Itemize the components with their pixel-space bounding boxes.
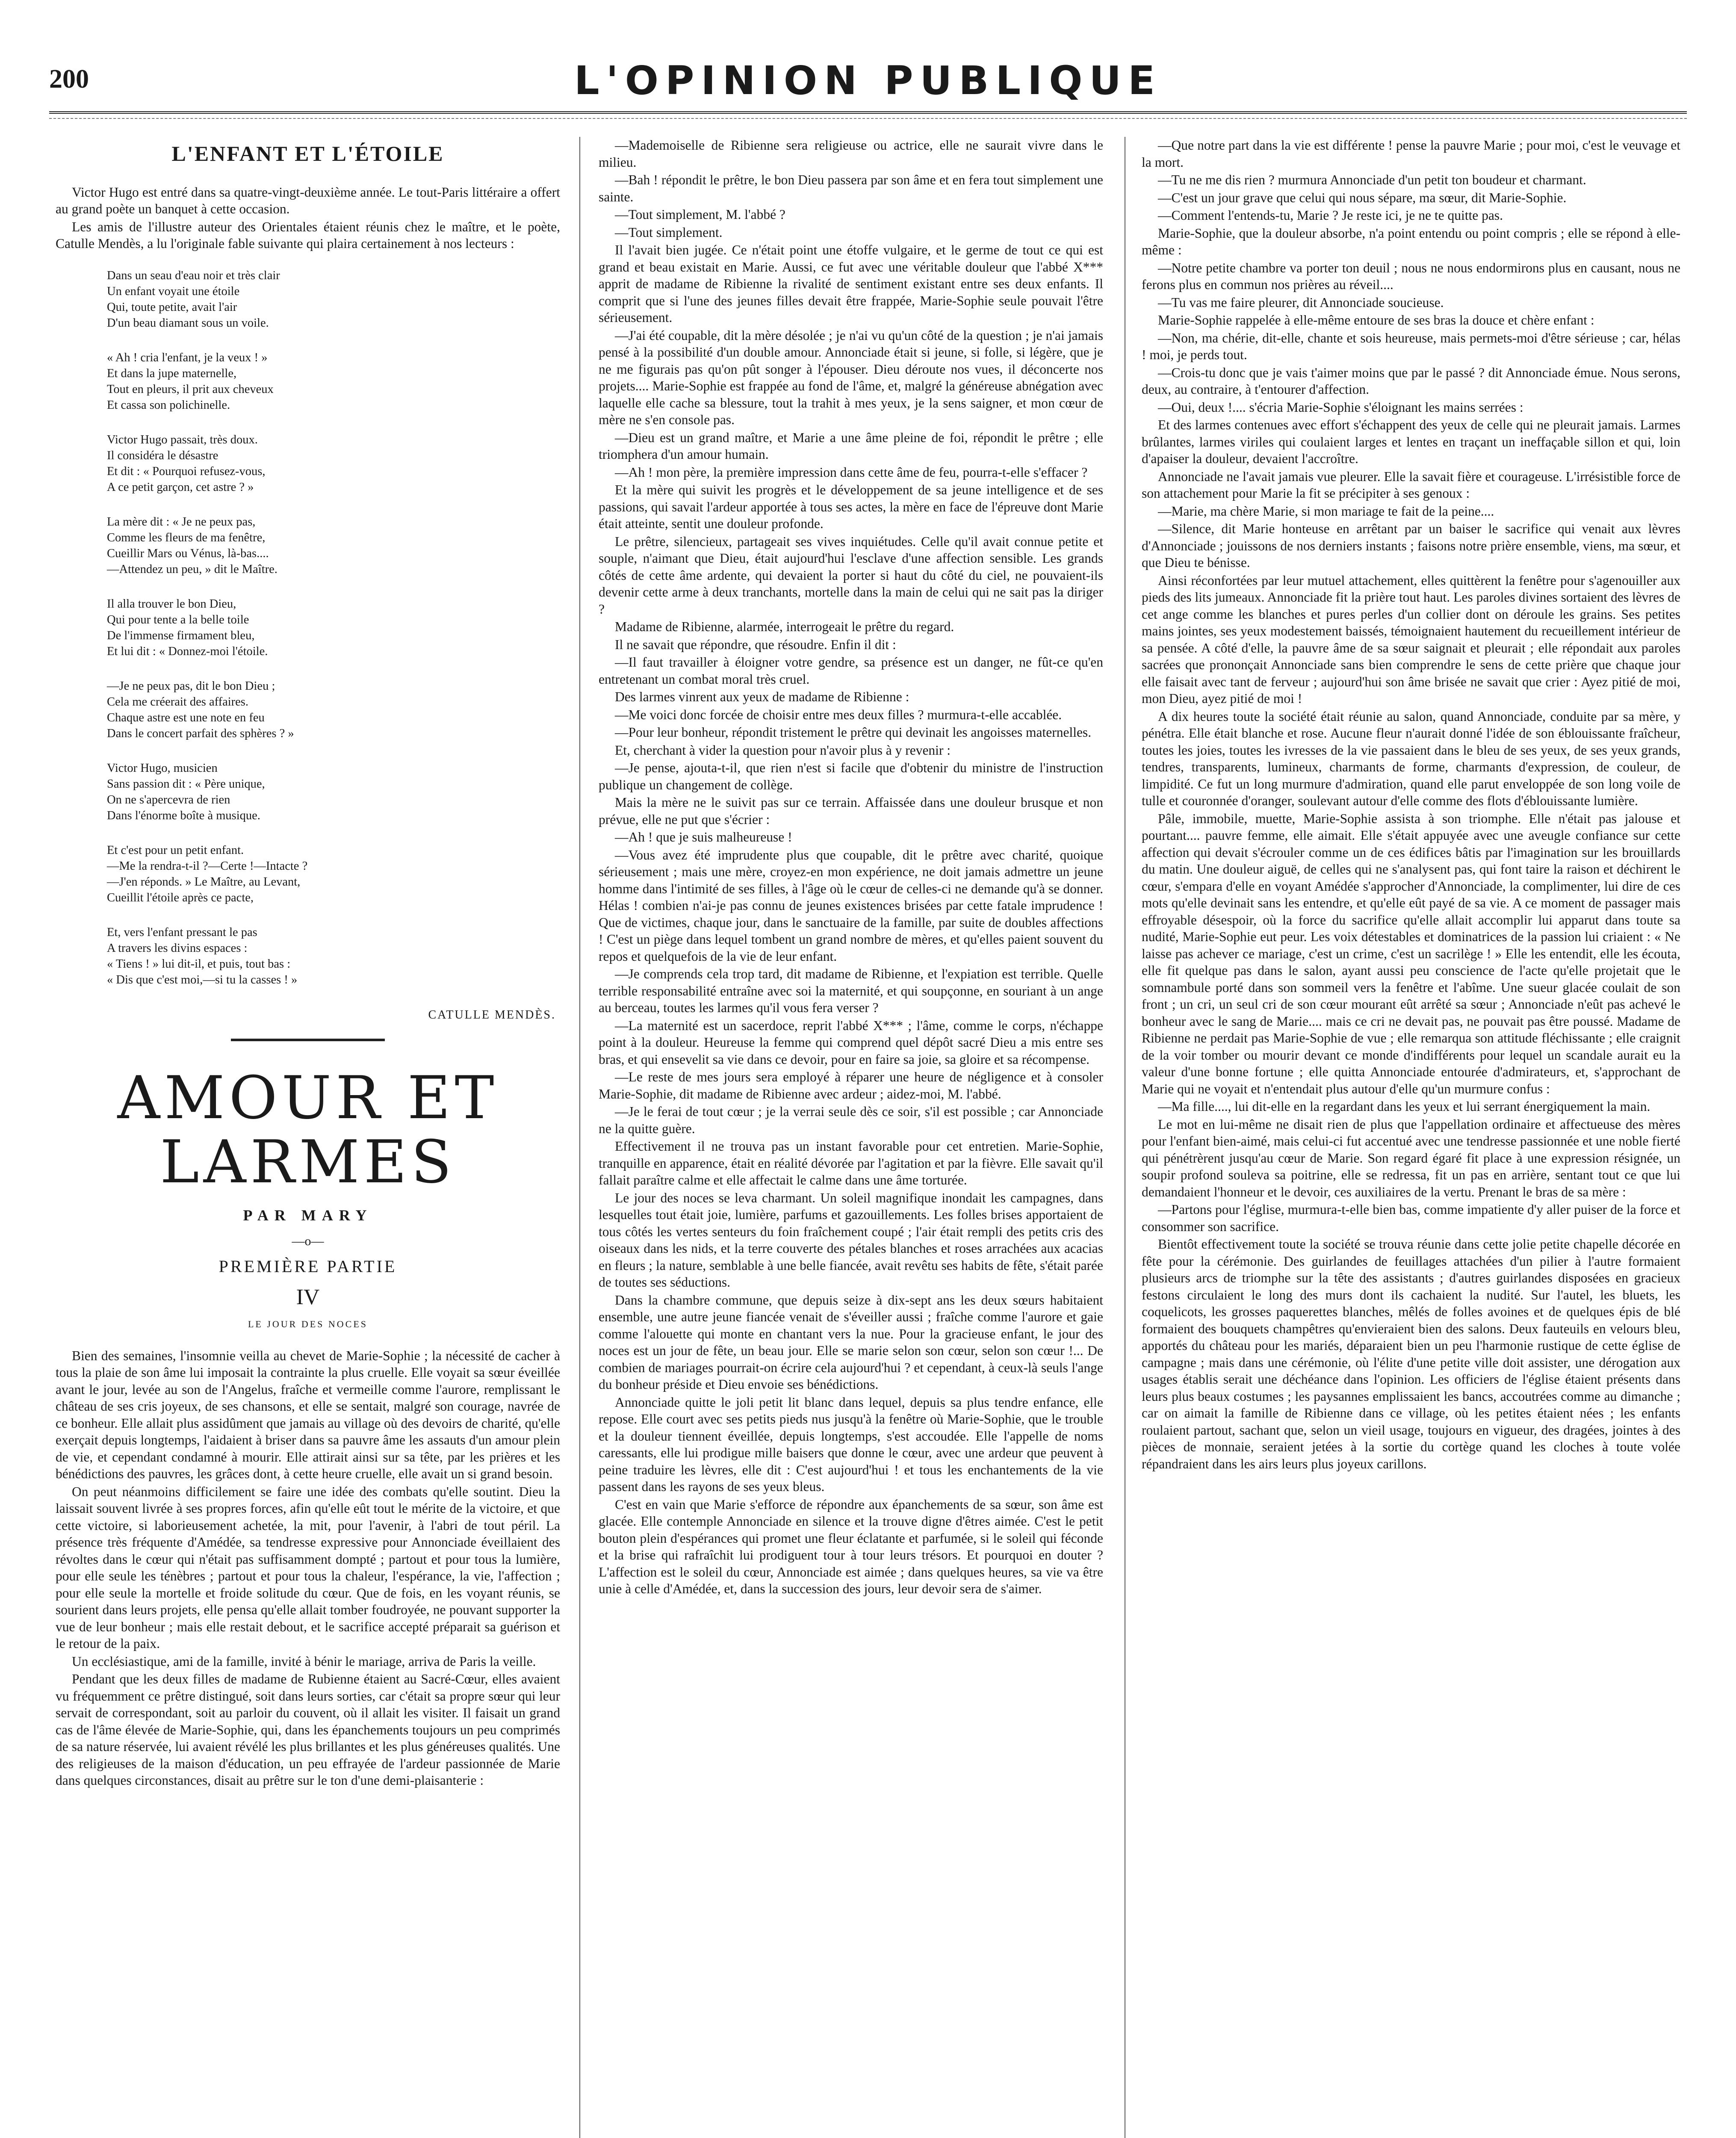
paragraph: —Je pense, ajouta-t-il, que rien n'est si facile que d'obtenir du ministre de l'instruction publique un changement de collège. bbox=[599, 760, 1103, 792]
poem-line: Chaque astre est une note en feu bbox=[107, 711, 265, 724]
paragraph: Annonciade quitte le joli petit lit blanc dans lequel, depuis sa plus tendre enfance, elle repose. Elle court avec ses petits pieds nus jusqu'à la fenêtre où Marie-Sophie, que le trouble et la douleur tiennent éveillée, depuis longtemps, s'est accoudée. Elle l'appelle de noms caressants, elle lui prodigue mille baisers que donne le cœur, avec une ardeur que peuvent à peine traduire les lèvres, elle dit : C'est aujourd'hui ! et tous les enchantements de la vie passent dans les rayons de ses yeux bleus. bbox=[599, 1394, 1103, 1494]
poem bbox=[107, 268, 560, 988]
section-separator bbox=[231, 1039, 385, 1041]
paragraph: —J'ai été coupable, dit la mère désolée ; je n'ai vu qu'un côté de la question ; je n'ai jamais pensé à la possibilité d'un double amour. Annonciade était si jeune, si folle, si légère, que je ne me figurais pas qu'on pût songer à l'épouser. Dieu déroute nos vues, il déconcerte nos projets.... Marie-Sophie est frappée au fond de l'âme, et, malgré la généreuse abnégation avec laquelle elle cache sa blessure, tout la trahit à mes yeux, je la sens saigner, et mon cœur de mère ne s'en console pas. bbox=[599, 328, 1103, 427]
paragraph: —Dieu est un grand maître, et Marie a une âme pleine de foi, répondit le prêtre ; elle triomphera d'un amour humain. bbox=[599, 430, 1103, 462]
paragraph: —Crois-tu donc que je vais t'aimer moins que par le passé ? dit Annonciade émue. Nous serons, deux, au contraire, à t'entourer d'affection. bbox=[1142, 365, 1680, 397]
paragraph: Pâle, immobile, muette, Marie-Sophie assista à son triomphe. Elle n'était pas jalouse et pourtant.... pauvre femme, elle aimait. Elle s'était appuyée avec une aveugle confiance sur cette affection qui devait s'écrouler comme un de ces édifices bâtis par l'imagination sur les brouillards du matin. Une douleur aiguë, de celles qui ne s'analysent pas, qui font taire la raison et déchirent le cœur, s'empara d'elle en voyant Amédée s'approcher d'Annonciade, la complimenter, lui dire de ces mots qu'elle devinait sans les entendre, et qu'elle eût payé de sa vie. A ce moment de passager mais effroyable désespoir, où la force du sacrifice qu'elle allait accomplir lui apparut dans toute sa nudité, Marie-Sophie eut peur. Les voix détestables et dominatrices de la passion lui criaient : « Ne laisse pas achever ce mariage, c'est un crime, c'est un sacrilège ! » Elle les entendit, elle les écouta, elle fit quelque pas dans le salon, ayant aussi peu conscience de l'acte qu'elle projetait que le somnambule porté dans son sommeil vers la fenêtre et l'abîme. Une sueur glacée coulait de son front ; un cri, un seul cri de son cœur mourant eût arrêté sa sœur ; Annonciade n'eût pas achevé le bonheur avec le sang de Marie.... mais ce cri ne devait pas, ne pouvait pas être poussé. Madame de Ribienne ne perdait pas Marie-Sophie de vue ; elle remarqua son attitude fléchissante ; elle craignit de la voir tomber ou mourir devant ce monde d'indifférents pour lequel un scandale aurait eu la valeur d'une bonne fortune ; elle quitta Annonciade entourée d'admirateurs, et, s'approchant de Marie qui ne voyait et n'entendait plus autour d'elle qu'un murmure confus : bbox=[1142, 811, 1680, 1096]
paragraph: —Silence, dit Marie honteuse en arrêtant par un baiser le sacrifice qui venait aux lèvres d'Annonciade ; jouissons de nos derniers instants ; faisons notre prière ensemble, viens, ma sœur, et que Dieu te bénisse. bbox=[1142, 521, 1680, 570]
paragraph: A dix heures toute la société était réunie au salon, quand Annonciade, conduite par sa mère, y pénétra. Elle était blanche et rose. Aucune fleur n'aurait donné l'idée de son éblouissante fraîcheur, toutes les joies, toutes les ivresses de la vie passaient dans le bleu de ses yeux, de ses yeux grands, tendres, transparents, lumineux, charmants de forme, charmants d'expression, de couleur, de limpidité. Ce fut un long murmure d'admiration, quand elle parut enveloppée de son long voile de tulle et couronnée d'oranger, soulevant autour d'elle comme des flots d'éblouissante lumière. bbox=[1142, 709, 1680, 808]
paragraph: —Je comprends cela trop tard, dit madame de Ribienne, et l'expiation est terrible. Quelle terrible responsabilité entraîne avec soi la maternité, et qui soupçonne, en souriant à un ange au berceau, toutes les larmes qu'il vous fera verser ? bbox=[599, 966, 1103, 1015]
paragraph: Et la mère qui suivit les progrès et le développement de sa jeune intelligence et de ses passions, qui savait l'ardeur apportée à tous ses actes, la mère en face de l'épreuve dont Marie était atteinte, sentit une douleur profonde. bbox=[599, 482, 1103, 531]
column-1 bbox=[56, 137, 560, 1790]
paragraph: Bientôt effectivement toute la société se trouva réunie dans cette jolie petite chapelle décorée en fête pour la cérémonie. Des guirlandes de feuillages attachées d'un pilier à l'autre formaient plusieurs arcs de triomphe sur la tête des assistants ; d'autres guirlandes disposées en gracieux festons circulaient le long des murs dont ils cachaient la nudité. Sur l'autel, les bluets, les coquelicots, les grosses paquerettes blanches, mêlés de folles avoines et de quelques épis de blé formaient des bouquets champêtres qu'envieraient bien des salons. Deux fauteuils en velours bleu, apportés du château pour les mariés, déparaient bien un peu l'harmonie rustique de cette église de campagne ; mais dans une cérémonie, où l'élite d'une petite ville doit assister, une dérogation aux usages établis serait une déchéance dans l'opinion. Les officiers de l'église étaient présents dans leurs plus beaux costumes ; les paysannes emplissaient les bancs, accoutrées comme au dimanche ; car on aimait la famille de Ribienne dans ce village, où les petites étaient nées ; les enfants roulaient partout, sachant que, selon un vieil usage, toujours en vigueur, des dragées, jointes à des pièces de monnaie, seraient jetées à la sortie du cortège quand les cloches à toute volée répandraient dans les airs leurs plus joyeux carillons. bbox=[1142, 1237, 1680, 1471]
paragraph: Et des larmes contenues avec effort s'échappent des yeux de celle qui ne pleurait jamais. Larmes brûlantes, larmes viriles qui coulaient larges et lentes en traçant un ineffaçable sillon et qui, loin d'apaiser la douleur, devaient l'accroître. bbox=[1142, 417, 1680, 466]
poem-line: Cela me créerait des affaires. bbox=[107, 695, 248, 709]
poem-line: Dans l'énorme boîte à musique. bbox=[107, 809, 260, 822]
poem-line: Et dit : « Pourquoi refusez-vous, bbox=[107, 464, 266, 478]
poem-signature: CATULLE MENDÈS. bbox=[428, 1008, 556, 1022]
poem-line: « Dis que c'est moi,—si tu la casses ! » bbox=[107, 973, 298, 986]
paragraph: Le prêtre, silencieux, partageait ses vives inquiétudes. Celle qu'il avait connue petite et souple, n'aimant que Dieu, était aujourd'hui l'esclave d'une affection sensible. Les grands côtés de cette âme ardente, qui devaient la porter si haut du côté du ciel, ne pouvaient-ils devenir cette arme à deux tranchants, mortelle dans la main de celui qui ne sait pas la diriger ? bbox=[599, 534, 1103, 617]
poem-line: A ce petit garçon, cet astre ? » bbox=[107, 480, 254, 494]
paragraph: —Tu ne me dis rien ? murmura Annonciade d'un petit ton boudeur et charmant. bbox=[1158, 172, 1586, 187]
paragraph: —Mademoiselle de Ribienne sera religieuse ou actrice, elle ne saurait vivre dans le milieu. bbox=[599, 138, 1103, 170]
poem-line: A travers les divins espaces : bbox=[107, 941, 248, 955]
poem-stanza bbox=[107, 350, 560, 413]
poem-line: Et dans la jupe maternelle, bbox=[107, 366, 237, 380]
poem-line: La mère dit : « Je ne peux pas, bbox=[107, 515, 256, 529]
poem-stanza bbox=[107, 514, 560, 577]
poem-line: Victor Hugo passait, très doux. bbox=[107, 433, 258, 446]
poem-line: Cueillir Mars ou Vénus, là-bas.... bbox=[107, 546, 269, 560]
poem-line: —Je ne peux pas, dit le bon Dieu ; bbox=[107, 679, 275, 693]
poem-line: Et cassa son polichinelle. bbox=[107, 398, 230, 412]
column-divider bbox=[579, 137, 580, 2138]
serial-title: AMOUR ET LARMES bbox=[117, 1063, 499, 1196]
intro-paragraph: Victor Hugo est entré dans sa quatre-vingt-deuxième année. Le tout-Paris littéraire a offert au grand poète un banquet à cette occasion. bbox=[56, 184, 560, 216]
paragraph: Le mot en lui-même ne disait rien de plus que l'appellation ordinaire et affectueuse des mères pour l'enfant bien-aimé, mais celui-ci fut accentué avec une tendresse passionnée et une noble fierté qui pénétrèrent jusqu'au cœur de Marie. Son regard égaré fit place à une expression résignée, un soupir profond souleva sa poitrine, elle se redressa, fit un pas en arrière, sentant tout ce que lui demandaient l'honneur et le devoir, ces auxiliaires de la vertu. Prenant le bras de sa mère : bbox=[1142, 1116, 1680, 1199]
paragraph: —Ah ! mon père, la première impression dans cette âme de feu, pourra-t-elle s'effacer ? bbox=[615, 464, 1088, 480]
paragraph: —Je le ferai de tout cœur ; je la verrai seule dès ce soir, s'il est possible ; car Annonciade ne la quitte guère. bbox=[599, 1104, 1103, 1136]
paragraph: —Notre petite chambre va porter ton deuil ; nous ne nous endormirons plus en causant, nous ne ferons plus en commun nos prières au réveil.... bbox=[1142, 260, 1680, 292]
article-title: L'ENFANT ET L'ÉTOILE bbox=[171, 142, 444, 165]
poem-stanza bbox=[107, 924, 560, 988]
paragraph: Bien des semaines, l'insomnie veilla au chevet de Marie-Sophie ; la nécessité de cacher à tous la plaie de son âme lui imposait la contrainte la plus cruelle. Elle voyait sa sœur éveillée avant le jour, levée au son de l'Angelus, fraîche et vermeille comme l'aurore, remplissant le château de ses cris joyeux, de ses chansons, et elle se sentait, malgré son courage, navrée de ce bonheur. Elle allait plus assidûment que jamais au village où des devoirs de charité, qu'elle exerçait depuis longtemps, l'aidaient à briser dans sa pauvre âme les assauts d'un amour plein de vie, et cependant condamné à mourir. Elle attirait ainsi sur sa tête, par les prières et les bénédictions des pauvres, les grâces dont, à cette heure cruelle, elle avait un si grand besoin. bbox=[56, 1348, 560, 1481]
paragraph: Pendant que les deux filles de madame de Rubienne étaient au Sacré-Cœur, elles avaient vu fréquemment ce prêtre distingué, soit dans leurs sorties, car c'était sa propre sœur qui leur servait de correspondant, soit au parloir du couvent, où il allait les visiter. Il faisait un grand cas de l'âme élevée de Marie-Sophie, qui, dans les épanchements toujours un peu comprimés de sa nature réservée, lui avaient révélé les plus brillantes et les plus généreuses qualités. Une des religieuses de la maison d'éducation, un peu effrayée de l'ardeur passionnée de Marie dans quelques circonstances, disait au prêtre sur le ton d'une demi-plaisanterie : bbox=[56, 1671, 560, 1788]
paragraph: On peut néanmoins difficilement se faire une idée des combats qu'elle soutint. Dieu la laissait souvent livrée à ses propres forces, afin qu'elle eût tout le mérite de la victoire, et que cette victoire, si laborieusement achetée, la mit, pour l'avenir, à l'abri de tout péril. La présence très fréquente d'Amédée, sa tendresse expressive pour Annonciade éveillaient des révoltes dans le cœur qui n'était pas suffisamment dompté ; partout et pour tous la lumière, pour elle seule les ténèbres ; partout et pour tous la chaleur, l'espérance, la vie, l'affection ; pour elle seule la mortelle et froide solitude du cœur. Que de fois, en les voyant réunis, se sourient dans leurs projets, elle pensa qu'elle allait tomber foudroyée, ne pouvant supporter la vue de leur bonheur ; mais elle restait debout, et le sacrifice accepté préparait sa guérison et le retour de la paix. bbox=[56, 1484, 560, 1651]
column-1-body bbox=[56, 1347, 560, 1789]
poem-line: Tout en pleurs, il prit aux cheveux bbox=[107, 382, 274, 396]
poem-stanza bbox=[107, 432, 560, 495]
poem-line: —Me la rendra-t-il ?—Certe !—Intacte ? bbox=[107, 859, 308, 873]
paragraph: —Ah ! que je suis malheureuse ! bbox=[615, 830, 792, 845]
poem-line: Et lui dit : « Donnez-moi l'étoile. bbox=[107, 644, 268, 658]
paragraph: —Bah ! répondit le prêtre, le bon Dieu passera par son âme et en fera tout simplement une sainte. bbox=[599, 172, 1103, 204]
paragraph: —Me voici donc forcée de choisir entre mes deux filles ? murmura-t-elle accablée. bbox=[615, 707, 1062, 722]
header-rule-dashed bbox=[49, 118, 1687, 119]
poem-stanza bbox=[107, 268, 560, 331]
poem-line: Et c'est pour un petit enfant. bbox=[107, 843, 244, 857]
poem-line: D'un beau diamant sous un voile. bbox=[107, 316, 269, 330]
paragraph: —Partons pour l'église, murmura-t-elle bien bas, comme impatiente d'y aller puiser de la force et consommer son sacrifice. bbox=[1142, 1202, 1680, 1234]
poem-stanza bbox=[107, 596, 560, 659]
poem-line: Qui, toute petite, avait l'air bbox=[107, 300, 237, 314]
paragraph: —Marie, ma chère Marie, si mon mariage te fait de la peine.... bbox=[1158, 503, 1494, 519]
paragraph: Annonciade ne l'avait jamais vue pleurer. Elle la savait fière et courageuse. L'irrésistible force de son attachement pour Marie la fit se précipiter à ses genoux : bbox=[1142, 469, 1680, 501]
paragraph: Et, cherchant à vider la question pour n'avoir plus à y revenir : bbox=[615, 742, 951, 758]
poem-line: Il alla trouver le bon Dieu, bbox=[107, 597, 236, 611]
intro-paragraph: Les amis de l'illustre auteur des Orientales étaient réunis chez le maître, et le poète, Catulle Mendès, a lu l'originale fable suivante qui plaira certainement à nos lecteurs : bbox=[56, 219, 560, 251]
poem-line: Dans le concert parfait des sphères ? » bbox=[107, 726, 294, 740]
poem-line: Qui pour tente a la belle toile bbox=[107, 613, 249, 626]
poem-line: On ne s'apercevra de rien bbox=[107, 793, 230, 806]
paragraph: —Non, ma chérie, dit-elle, chante et sois heureuse, mais permets-moi d'être sérieuse ; car, hélas ! moi, je perds tout. bbox=[1142, 330, 1680, 362]
chapter-number: IV bbox=[296, 1285, 320, 1309]
poem-line: —J'en réponds. » Le Maître, au Levant, bbox=[107, 875, 301, 889]
paragraph: Un ecclésiastique, ami de la famille, invité à bénir le mariage, arriva de Paris la veille. bbox=[72, 1654, 536, 1669]
paragraph: Il ne savait que répondre, que résoudre. Enfin il dit : bbox=[615, 637, 896, 652]
paragraph: Marie-Sophie, que la douleur absorbe, n'a point entendu ou point compris ; elle se répond à elle-même : bbox=[1142, 225, 1680, 257]
serial-byline: PAR MARY bbox=[243, 1207, 373, 1224]
paragraph: —Tout simplement, M. l'abbé ? bbox=[615, 207, 785, 222]
paragraph: —Comment l'entends-tu, Marie ? Je reste ici, je ne te quitte pas. bbox=[1158, 208, 1503, 223]
poem-line: Un enfant voyait une étoile bbox=[107, 284, 240, 298]
column-2 bbox=[599, 137, 1103, 1598]
paragraph: —Tout simplement. bbox=[615, 224, 723, 240]
paragraph: Des larmes vinrent aux yeux de madame de Ribienne : bbox=[615, 689, 909, 704]
poem-line: « Tiens ! » lui dit-il, et puis, tout bas : bbox=[107, 957, 291, 971]
paragraph: —Le reste de mes jours sera employé à réparer une heure de négligence et à consoler Marie-Sophie, dit madame de Ribienne avec ardeur ; aidez-moi, M. l'abbé. bbox=[599, 1069, 1103, 1101]
paragraph: Dans la chambre commune, que depuis seize à dix-sept ans les deux sœurs habitaient ensemble, une autre jeune fiancée venait de s'éveiller aussi ; fraîche comme l'aurore et gaie comme l'alouette qui monte en chantant vers la nue. Pour la gracieuse enfant, le jour des noces est un jour de fête, un beau jour. Elle se marie selon son cœur, selon son cœur !... De combien de mariages pourrait-on écrire cela aujourd'hui ? et cependant, à ceux-là seuls l'ange du bonheur préside et Dieu envoie ses bénédictions. bbox=[599, 1292, 1103, 1392]
paragraph: C'est en vain que Marie s'efforce de répondre aux épanchements de sa sœur, son âme est glacée. Elle contemple Annonciade en silence et la trouve digne d'êtres aimée. C'est le petit bouton plein d'espérances qui promet une fleur éclatante et parfumée, si le soleil qui féconde et la brise qui rafraîchit lui prodiguent tour à tour leurs trésors. Et pourquoi en douter ? L'affection est le soleil du cœur, Annonciade est aimée ; dans quelques heures, sa vie va être unie à celle d'Amédée, et, dans la succession des jours, leur devoir sera de s'aimer. bbox=[599, 1497, 1103, 1596]
paragraph: —Tu vas me faire pleurer, dit Annonciade soucieuse. bbox=[1158, 295, 1444, 310]
paragraph: Il l'avait bien jugée. Ce n'était point une étoffe vulgaire, et le germe de tout ce qui est grand et beau existait en Marie. Aussi, ce fut avec une véritable douleur que l'abbé X*** apprit de madame de Ribienne la rivalité de sentiment existant entre ses deux enfants. Il comprit que si l'une des jeunes filles devait être frappée, Marie-Sophie seule pouvait l'être sérieusement. bbox=[599, 242, 1103, 325]
poem-stanza bbox=[107, 842, 560, 906]
paragraph: —Ma fille...., lui dit-elle en la regardant dans les yeux et lui serrant énergiquement la main. bbox=[1158, 1099, 1650, 1114]
paragraph: —La maternité est un sacerdoce, reprit l'abbé X*** ; l'âme, comme le corps, n'échappe point à la douleur. Heureuse la femme qui comprend quel dépôt sacré Dieu a mis entre ses bras, et qui ensevelit sa vie dans ce devoir, pour en faire sa joie, sa gloire et sa récompense. bbox=[599, 1018, 1103, 1067]
page-number: 200 bbox=[49, 65, 89, 94]
paragraph: Le jour des noces se leva charmant. Un soleil magnifique inondait les campagnes, dans lesquelles tout était joie, lumière, parfums et gazouillements. Les folles brises apportaient de tous côtés les vertes senteurs du foin fraîchement coupé ; l'air était rempli des petits cris des oiseaux dans les nids, et la terre couverte des pétales blanches et roses arrachées aux acacias en fleurs ; la nature, semblable à une belle fiancée, avait revêtu ses habits de fête, s'était parée de toutes ses séductions. bbox=[599, 1190, 1103, 1290]
column-3 bbox=[1142, 137, 1680, 1473]
paragraph: —Il faut travailler à éloigner votre gendre, sa présence est un danger, ne fût-ce qu'en entretenant un combat moral très cruel. bbox=[599, 655, 1103, 687]
poem-line: Cueillit l'étoile après ce pacte, bbox=[107, 891, 254, 904]
poem-line: Comme les fleurs de ma fenêtre, bbox=[107, 531, 266, 544]
ornament: —o— bbox=[292, 1234, 324, 1248]
poem-line: Et, vers l'enfant pressant le pas bbox=[107, 925, 257, 939]
paragraph: Marie-Sophie rappelée à elle-même entoure de ses bras la douce et chère enfant : bbox=[1158, 313, 1594, 328]
poem-line: De l'immense firmament bleu, bbox=[107, 629, 255, 642]
poem-line: —Attendez un peu, » dit le Maître. bbox=[107, 562, 278, 576]
chapter-subtitle: LE JOUR DES NOCES bbox=[248, 1319, 368, 1329]
paragraph: Madame de Ribienne, alarmée, interrogeait le prêtre du regard. bbox=[615, 619, 954, 634]
header-rule bbox=[49, 111, 1687, 114]
poem-stanza bbox=[107, 678, 560, 741]
paragraph: Ainsi réconfortées par leur mutuel attachement, elles quittèrent la fenêtre pour s'agenouiller aux pieds des lits jumeaux. Annonciade fit la prière tout haut. Les paroles divines sortaient des lèvres de cet ange comme les blanches et pures perles d'un collier dont on déroule les grains. Ses petites mains jointes, ses yeux modestement baissés, témoignaient hautement du recueillement intérieur de sa pensée. A côté d'elle, la pauvre âme de sa sœur saignait et pleurait ; elle répondait aux paroles sacrées que prononçait Annonciade sans bien comprendre le sens de cette prière que chaque jour elle faisait avec tant de ferveur ; aujourd'hui son âme brisée ne savait que crier : Ayez pitié de moi, mon Dieu, ayez pitié de moi ! bbox=[1142, 573, 1680, 706]
masthead: L'OPINION PUBLIQUE bbox=[574, 58, 1162, 103]
paragraph: —C'est un jour grave que celui qui nous sépare, ma sœur, dit Marie-Sophie. bbox=[1158, 190, 1567, 205]
poem-line: Victor Hugo, musicien bbox=[107, 761, 218, 775]
paragraph: —Pour leur bonheur, répondit tristement le prêtre qui devinait les angoisses maternelles. bbox=[615, 725, 1092, 740]
paragraph: —Que notre part dans la vie est différente ! pense la pauvre Marie ; pour moi, c'est le veuvage et la mort. bbox=[1142, 138, 1680, 170]
poem-line: Sans passion dit : « Père unique, bbox=[107, 777, 265, 791]
poem-line: Dans un seau d'eau noir et très clair bbox=[107, 269, 280, 282]
paragraph: —Oui, deux !.... s'écria Marie-Sophie s'éloignant les mains serrées : bbox=[1158, 399, 1523, 415]
poem-stanza bbox=[107, 760, 560, 824]
paragraph: —Vous avez été imprudente plus que coupable, dit le prêtre avec charité, quoique sérieusement ; mais une mère, croyez-en mon expérience, ne doit jamais admettre un jeune homme dans l'intimité de ses filles, à l'âge où le cœur de celles-ci ne demande qu'à se donner. Hélas ! combien n'ai-je pas connu de jeunes existences brisées par cette fatale imprudence ! Que de victimes, chaque jour, dans le sanctuaire de la famille, par suite de doubles affections ! C'est un piège dans lequel tombent un grand nombre de mères, et qu'elles paient souvent du repos et quelquefois de la vie de leur enfant. bbox=[599, 847, 1103, 964]
part-heading: PREMIÈRE PARTIE bbox=[218, 1257, 397, 1276]
paragraph: Effectivement il ne trouva pas un instant favorable pour cet entretien. Marie-Sophie, tranquille en apparence, était en réalité dévorée par l'agitation et par la fièvre. Elle savait qu'il fallait paraître calme et elle affectait le calme dans une âme torturée. bbox=[599, 1139, 1103, 1187]
poem-line: « Ah ! cria l'enfant, je la veux ! » bbox=[107, 351, 268, 364]
poem-line: Il considéra le désastre bbox=[107, 449, 218, 462]
paragraph: Mais la mère ne le suivit pas sur ce terrain. Affaissée dans une douleur brusque et non prévue, elle ne put que s'écrier : bbox=[599, 795, 1103, 827]
